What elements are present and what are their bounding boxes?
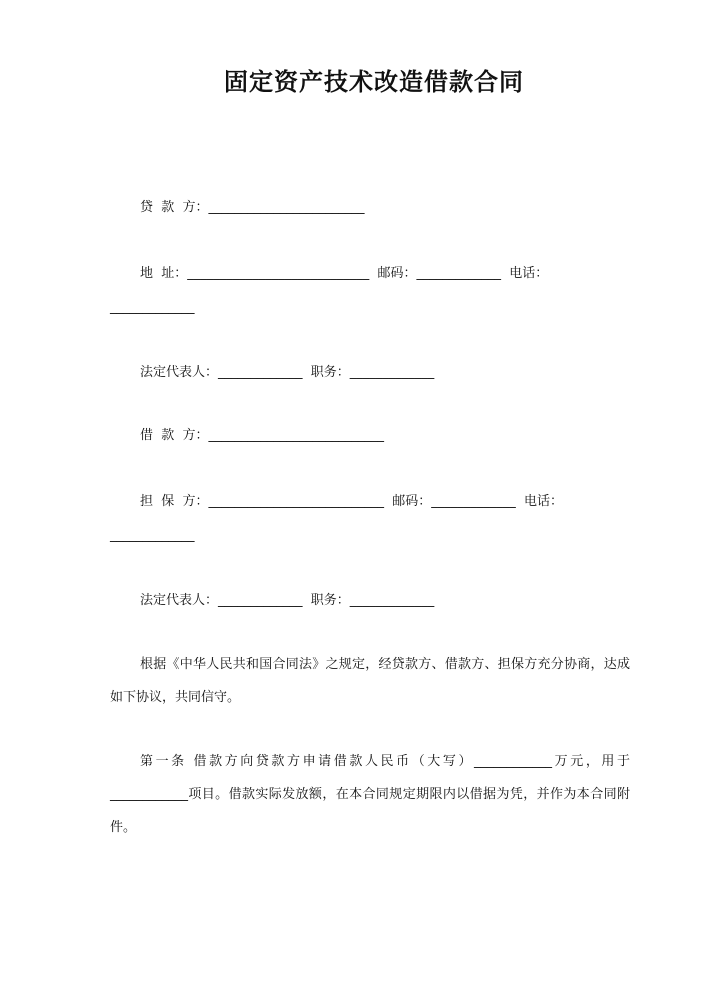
lender-representative-line: 法定代表人：_____________ 职务：_____________: [140, 365, 435, 380]
article-one-paragraph: 第一条 借款方向贷款方申请借款人民币（大写）____________万元，用于____________项目。借款实际发放额，在本合同规定期限内以借据为凭，并作为本合同附件。: [110, 754, 630, 835]
guarantor-line: 担 保 方：___________________________ 邮码：_____________ 电话：: [140, 494, 564, 509]
guarantor-representative-line: 法定代表人：_____________ 职务：_____________: [140, 593, 435, 608]
lender-address-line: 地 址：____________________________ 邮码：_____________ 电话：: [140, 266, 549, 281]
borrower-line: 借 款 方：___________________________: [140, 428, 385, 443]
lender-line: 贷 款 方：________________________: [140, 200, 365, 215]
preamble-paragraph: 根据《中华人民共和国合同法》之规定，经贷款方、借款方、担保方充分协商，达成如下协议，共同信守。: [110, 657, 630, 705]
page-title: 固定资产技术改造借款合同: [224, 68, 524, 96]
guarantor-phone-blank: _____________: [110, 528, 195, 543]
lender-phone-blank: _____________: [110, 300, 195, 315]
